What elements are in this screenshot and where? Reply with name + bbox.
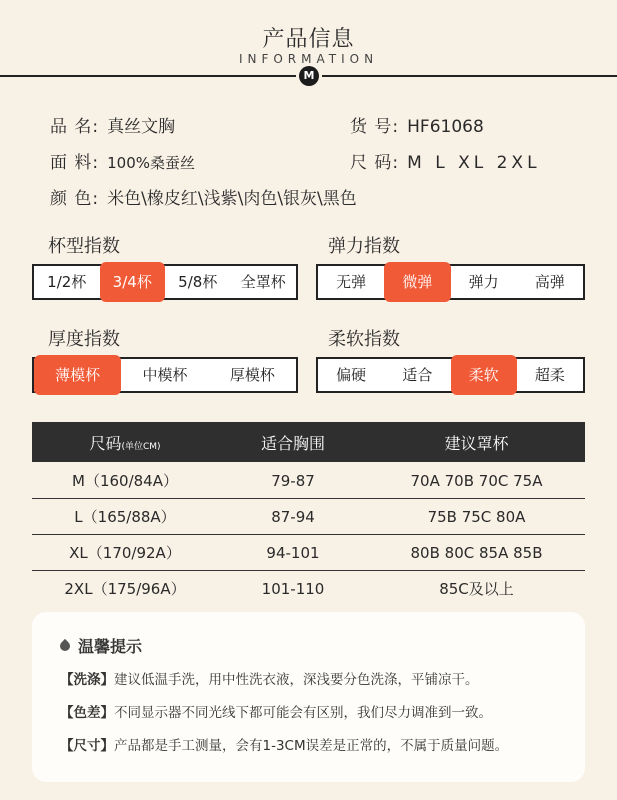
info-color <box>50 184 357 209</box>
bust-column-header: 适合胸围 <box>260 433 325 453</box>
info-size <box>350 148 541 173</box>
color-label: 颜 色: <box>50 189 100 209</box>
cup-index-scale <box>32 264 298 300</box>
tips-panel <box>32 612 585 782</box>
bust-cell: 87-94 <box>271 507 315 526</box>
fabric-value: 100%桑蚕丝 <box>107 154 196 172</box>
tips-heading <box>60 634 142 657</box>
info-product-name <box>50 112 175 137</box>
sku-label: 货 号: <box>350 117 400 137</box>
cup-column-header: 建议罩杯 <box>444 433 509 453</box>
name-value: 真丝文胸 <box>107 117 176 137</box>
softness-index-title: 柔软指数 <box>328 329 400 350</box>
table-row <box>32 535 585 570</box>
size-label: 尺 码: <box>350 153 400 173</box>
header-divider-left <box>0 75 296 77</box>
softness-option: 适合 <box>402 366 433 384</box>
tip-text: 不同显示器不同光线下都可能会有区别，我们尽力调准到一致。 <box>114 705 492 721</box>
tip-tag: 【洗涤】 <box>60 672 114 688</box>
water-drop-icon <box>58 639 72 653</box>
size-cell: M（160/84A） <box>72 472 178 490</box>
bust-cell: 79-87 <box>271 471 315 490</box>
size-cell: XL（170/92A） <box>69 544 181 562</box>
info-sku <box>350 112 484 137</box>
thickness-index-title: 厚度指数 <box>48 329 120 350</box>
elastic-option: 弹力 <box>468 273 499 291</box>
size-value: M L XL 2XL <box>407 153 541 173</box>
tip-item <box>60 701 492 721</box>
tips-title: 温馨提示 <box>78 637 143 656</box>
cup-option: 1/2杯 <box>47 273 87 291</box>
softness-option: 偏硬 <box>336 366 367 384</box>
tip-tag: 【色差】 <box>60 705 114 721</box>
tip-item <box>60 734 508 754</box>
m-badge-icon: M <box>299 66 319 86</box>
table-row <box>32 463 585 498</box>
table-row <box>32 499 585 534</box>
cup-cell: 80B 80C 85A 85B <box>410 543 543 562</box>
cup-option: 全罩杯 <box>240 273 286 291</box>
info-fabric <box>50 148 195 173</box>
cup-option-selected: 3/4杯 <box>100 262 166 302</box>
header-divider-right <box>322 75 617 77</box>
softness-index-scale <box>316 357 585 393</box>
size-column-header <box>32 431 218 454</box>
cup-cell: 70A 70B 70C 75A <box>410 471 543 490</box>
sku-value: HF61068 <box>407 117 484 137</box>
size-header-label: 尺码 <box>89 433 122 453</box>
size-cell: L（165/88A） <box>74 508 176 526</box>
thickness-option-selected: 薄模杯 <box>34 355 121 395</box>
tip-item <box>60 668 479 688</box>
elastic-option: 高弹 <box>534 273 565 291</box>
color-value: 米色\橡皮红\浅紫\肉色\银灰\黑色 <box>107 189 357 209</box>
thickness-option: 厚模杯 <box>229 366 275 384</box>
elastic-option: 无弹 <box>336 273 367 291</box>
size-header-unit: (单位CM) <box>121 441 161 452</box>
bust-cell: 101-110 <box>261 579 325 598</box>
cup-option: 5/8杯 <box>178 273 218 291</box>
cup-index-title: 杯型指数 <box>48 236 120 257</box>
tip-text: 产品都是手工测量，会有1-3CM误差是正常的，不属于质量问题。 <box>114 738 509 754</box>
elastic-index-scale <box>316 264 585 300</box>
elastic-option-selected: 微弹 <box>384 262 450 302</box>
cup-cell: 75B 75C 80A <box>427 507 526 526</box>
softness-option: 超柔 <box>534 366 565 384</box>
thickness-index-scale <box>32 357 298 393</box>
fabric-label: 面 料: <box>50 153 100 173</box>
tip-text: 建议低温手洗，用中性洗衣液，深浅要分色洗涤，平铺凉干。 <box>114 672 479 688</box>
name-label: 品 名: <box>50 117 100 137</box>
softness-option-selected: 柔软 <box>451 355 517 395</box>
size-cell: 2XL（175/96A） <box>64 580 186 598</box>
page-subtitle: INFORMATION <box>238 52 379 66</box>
page-title: 产品信息 <box>262 27 355 52</box>
elastic-index-title: 弹力指数 <box>328 236 400 257</box>
size-table-header <box>32 422 585 462</box>
cup-cell: 85C及以上 <box>439 580 514 598</box>
thickness-option: 中模杯 <box>142 366 188 384</box>
bust-cell: 94-101 <box>266 543 320 562</box>
table-row <box>32 571 585 606</box>
tip-tag: 【尺寸】 <box>60 738 114 754</box>
